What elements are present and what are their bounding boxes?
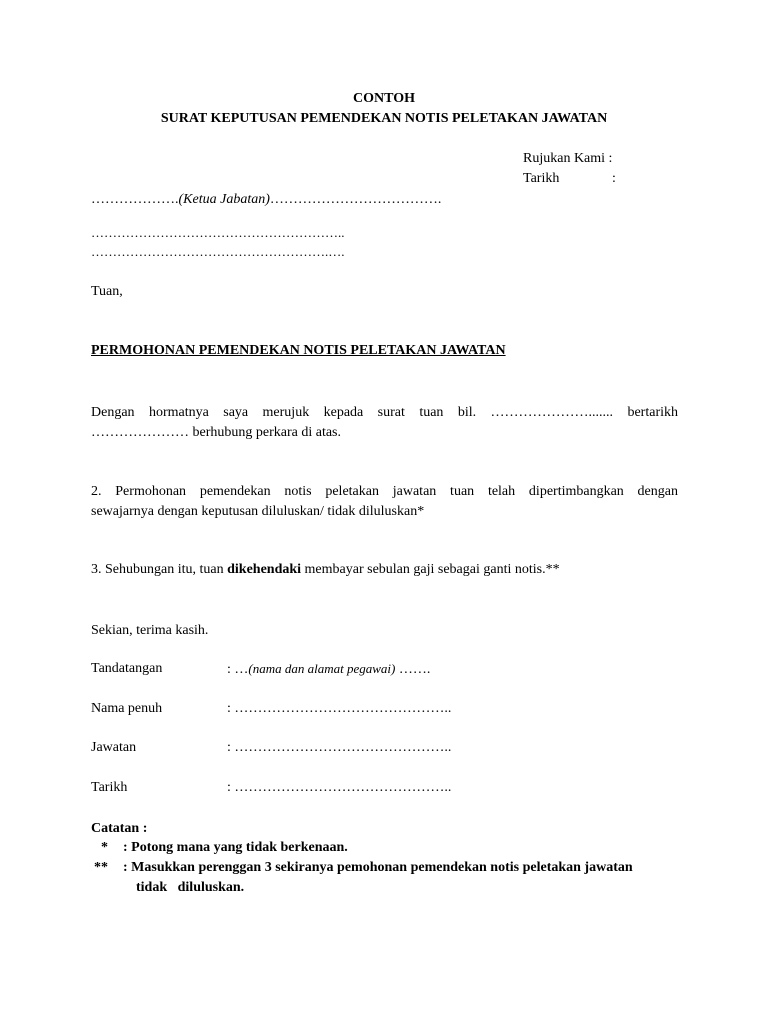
paragraph-1 [91, 403, 678, 443]
paragraph-1-line-2: ………………… berhubung perkara di atas. [91, 425, 341, 440]
addressee-dots-after: ………………………………. [269, 192, 442, 207]
tarikh-field-value: : ……………………………………….. [227, 780, 452, 795]
tarikh-colon: : [612, 171, 616, 186]
paragraph-2-line-2: sewajarnya dengan keputusan diluluskan/ tidak diluluskan* [91, 504, 425, 519]
signature-value [227, 661, 430, 678]
jawatan-label: Jawatan [91, 740, 137, 755]
paragraph-2-line-1: 2. Permohonan pemendekan notis peletakan jawatan tuan telah dipertimbangkan dengan [91, 484, 678, 499]
nama-penuh-value: : ……………………………………….. [227, 701, 452, 716]
paragraph-3 [91, 562, 560, 578]
signature-label: Tandatangan [91, 661, 163, 676]
paragraph-2 [91, 482, 678, 522]
address-line-2: ……………………………………………….…. [91, 244, 345, 259]
addressee-line [91, 192, 441, 208]
rujukan-label: Rujukan Kami : [523, 151, 613, 166]
salutation: Tuan, [91, 284, 123, 299]
note-1-text: : Potong mana yang tidak berkenaan. [123, 840, 348, 855]
signature-value-italic: (nama dan alamat pegawai) [248, 661, 396, 676]
subject-heading: PERMOHONAN PEMENDEKAN NOTIS PELETAKAN JAWATAN [91, 343, 506, 358]
signature-value-pre: : … [227, 662, 249, 677]
note-2-text: : Masukkan perenggan 3 sekiranya pemohonan pemendekan notis peletakan jawatan [123, 860, 633, 875]
paragraph-3-bold: dikehendaki [227, 562, 302, 577]
tarikh-field-label: Tarikh [91, 780, 128, 795]
document-title: SURAT KEPUTUSAN PEMENDEKAN NOTIS PELETAKAN JAWATAN [160, 111, 608, 126]
notes-title: Catatan : [91, 821, 148, 836]
note-2-mark: ** [94, 860, 108, 875]
addressee-dots-before: ………………. [91, 192, 179, 207]
paragraph-1-line-1: Dengan hormatnya saya merujuk kepada surat tuan bil. …………………....... bertarikh [91, 405, 678, 420]
paragraph-3-pre: 3. Sehubungan itu, tuan [91, 562, 228, 577]
jawatan-value: : ……………………………………….. [227, 740, 452, 755]
note-1-mark: * [101, 840, 108, 855]
note-2-continuation: tidak diluluskan. [136, 880, 245, 895]
addressee-role: (Ketua Jabatan) [178, 192, 270, 207]
document-title-label: CONTOH [353, 91, 415, 106]
address-line-1: ………………………………………………….. [91, 225, 345, 240]
closing: Sekian, terima kasih. [91, 623, 209, 638]
nama-penuh-label: Nama penuh [91, 701, 163, 716]
tarikh-label: Tarikh [523, 171, 560, 186]
signature-value-post: ……. [395, 662, 431, 677]
paragraph-3-post: membayar sebulan gaji sebagai ganti notis.** [301, 562, 560, 577]
